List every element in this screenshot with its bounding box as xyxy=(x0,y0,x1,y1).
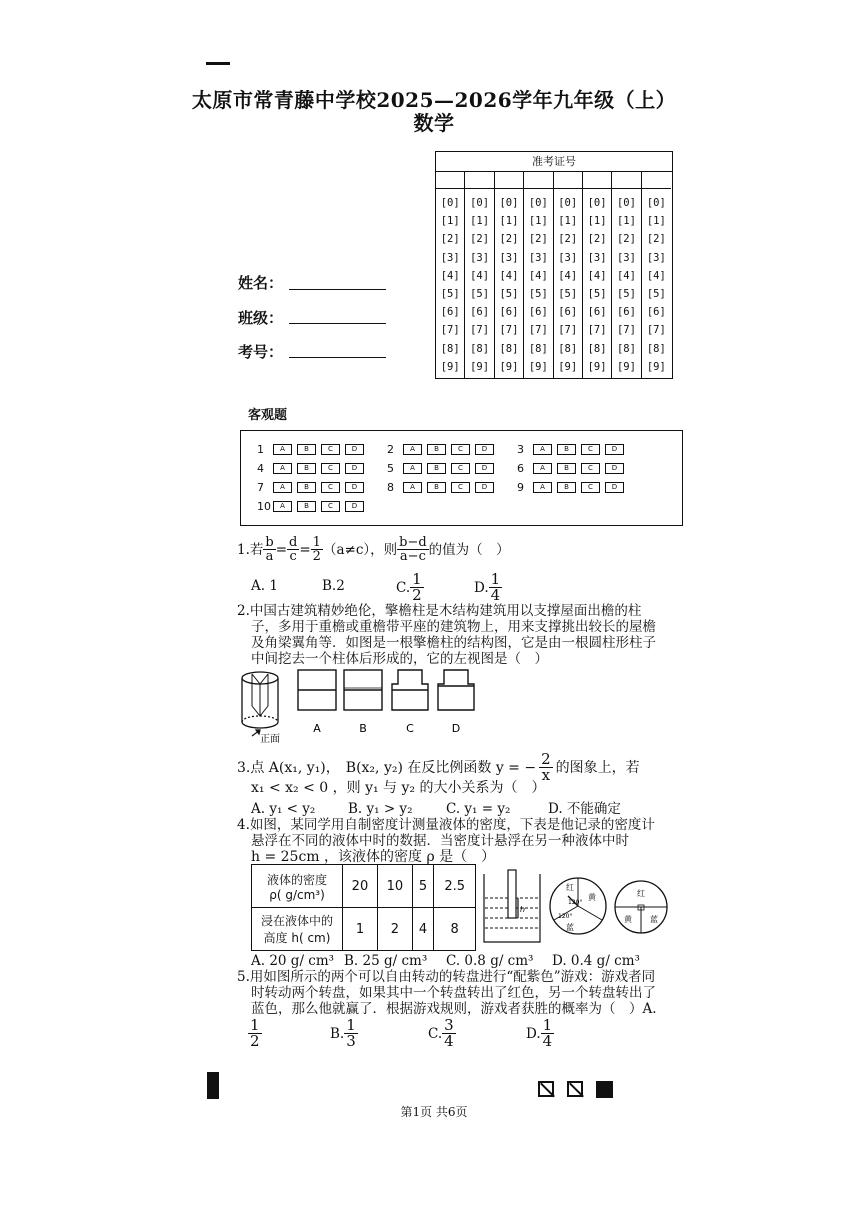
front-arrow-icon xyxy=(252,730,260,736)
admission-digit-bubble[interactable]: [7] xyxy=(499,324,519,337)
admission-digit-bubble[interactable]: [2] xyxy=(499,233,519,246)
admission-digit-bubble[interactable]: [9] xyxy=(470,360,490,373)
q4-line2: 悬浮在不同的液体中时的数据．当密度计悬浮在另一种液体中时 xyxy=(251,833,629,849)
q2-line4: 中间挖去一个柱体后形成的，它的左视图是（ ） xyxy=(251,651,548,667)
answer-bubble[interactable]: A xyxy=(273,501,292,512)
admission-digit-bubble[interactable]: [5] xyxy=(646,288,666,300)
answer-bubble[interactable]: B xyxy=(297,482,316,493)
q1-option-c: C. $\frac{1}{2}$ xyxy=(396,570,422,604)
admission-write-box[interactable] xyxy=(554,171,582,189)
admission-digit-bubble[interactable]: [4] xyxy=(558,269,578,282)
answer-bubble[interactable]: A xyxy=(273,444,292,455)
admission-write-box[interactable] xyxy=(465,171,493,189)
question-number: 7 xyxy=(257,481,264,494)
q3-option-c: C. y₁ = y₂ xyxy=(446,801,511,817)
spinner1-red: 红 xyxy=(566,883,574,892)
spinner2-blue: 蓝 xyxy=(650,915,658,924)
answer-bubble[interactable]: A xyxy=(403,482,422,493)
q4-option-a: A. 20 g/ cm³ xyxy=(251,953,335,969)
height-cell: 8 xyxy=(434,908,476,951)
exam-no-field[interactable] xyxy=(289,356,386,358)
question-number: 1 xyxy=(257,443,264,456)
admission-write-box[interactable] xyxy=(583,171,611,189)
admission-digit-bubble[interactable]: [0] xyxy=(499,197,519,209)
admission-digit-bubble[interactable]: [1] xyxy=(470,215,490,228)
answer-bubble[interactable]: B xyxy=(557,444,576,455)
page-marker-square xyxy=(538,1081,554,1097)
admission-digit-bubble[interactable]: [5] xyxy=(470,288,490,300)
admission-column xyxy=(583,171,612,378)
admission-digit-bubble[interactable]: [8] xyxy=(646,342,666,355)
admission-write-box[interactable] xyxy=(612,171,640,189)
answer-bubble[interactable]: D xyxy=(345,482,364,493)
admission-digit-bubble[interactable]: [6] xyxy=(616,306,636,319)
q1-prefix: 1.若 xyxy=(237,541,264,558)
admission-number-grid xyxy=(435,151,673,379)
height-cell: 2 xyxy=(377,908,412,951)
admission-digit-bubble[interactable]: [3] xyxy=(558,251,578,264)
admission-digit-bubble[interactable]: [5] xyxy=(558,288,578,300)
answer-bubble[interactable]: B xyxy=(557,463,576,474)
question-number: 6 xyxy=(517,462,524,475)
q1-option-a: A. 1 xyxy=(251,578,278,594)
svg-text:h: h xyxy=(520,905,526,914)
admission-digit-bubble[interactable]: [7] xyxy=(440,324,460,337)
admission-digit-bubble[interactable]: [2] xyxy=(587,233,607,246)
admission-digit-bubble[interactable]: [6] xyxy=(558,306,578,319)
column-3d-figure xyxy=(242,672,278,728)
admission-column xyxy=(495,171,524,378)
question-number: 8 xyxy=(387,481,394,494)
q2-view-c xyxy=(392,670,428,710)
answer-bubble[interactable]: D xyxy=(605,444,624,455)
answer-bubble[interactable]: B xyxy=(427,444,446,455)
q4-line3: h = 25cm ，该液体的密度 ρ 是（ ） xyxy=(251,849,496,865)
admission-digit-bubble[interactable]: [6] xyxy=(528,306,548,319)
q2-figure xyxy=(232,664,492,746)
admission-digit-bubble[interactable]: [4] xyxy=(499,269,519,282)
positioning-mark xyxy=(207,1072,219,1099)
admission-digit-bubble[interactable]: [1] xyxy=(587,215,607,228)
q5-line1: 5.用如图所示的两个可以自由转动的转盘进行“配紫色”游戏：游戏者同 xyxy=(237,969,656,985)
admission-digit-bubble[interactable]: [9] xyxy=(499,360,519,373)
admission-digit-bubble[interactable]: [2] xyxy=(558,233,578,246)
spinner1-yellow: 黄 xyxy=(588,893,596,902)
answer-bubble[interactable]: D xyxy=(605,463,624,474)
admission-digit-bubble[interactable]: [8] xyxy=(558,342,578,355)
question-number: 9 xyxy=(517,481,524,494)
admission-digit-bubble[interactable]: [3] xyxy=(587,251,607,264)
admission-digit-bubble[interactable]: [0] xyxy=(558,197,578,209)
height-header: 浸在液体中的 xyxy=(260,914,333,928)
page-marker-filled xyxy=(596,1081,613,1098)
admission-title: 准考证号 xyxy=(436,152,672,172)
admission-column xyxy=(612,171,641,378)
q1-option-b: B.2 xyxy=(322,578,345,594)
q2-line2: 子，多用于重檐或重檐带平座的建筑物上，用来支撑挑出较长的屋檐 xyxy=(251,619,656,635)
admission-digit-bubble[interactable]: [9] xyxy=(616,360,636,373)
admission-digit-bubble[interactable]: [1] xyxy=(616,215,636,228)
admission-digit-bubble[interactable]: [8] xyxy=(528,342,548,355)
admission-digit-bubble[interactable]: [7] xyxy=(646,324,666,337)
admission-digit-bubble[interactable]: [3] xyxy=(440,251,460,264)
admission-digit-bubble[interactable]: [9] xyxy=(528,360,548,373)
admission-digit-bubble[interactable]: [7] xyxy=(558,324,578,337)
q5-option-b: B. $\frac{1}{3}$ xyxy=(330,1016,356,1050)
admission-digit-bubble[interactable]: [8] xyxy=(440,342,460,355)
admission-digit-bubble[interactable]: [3] xyxy=(470,251,490,264)
q1-frac-b-a: $\frac{b}{a}$ xyxy=(265,535,274,564)
objective-question-row xyxy=(387,462,499,475)
admission-write-box[interactable] xyxy=(495,171,523,189)
q3-option-d: D. 不能确定 xyxy=(548,801,621,817)
admission-digit-bubble[interactable]: [1] xyxy=(528,215,548,228)
answer-bubble[interactable]: B xyxy=(297,501,316,512)
hydrometer-beaker-figure xyxy=(482,868,542,946)
exam-title: 太原市常青藤中学校2025—2026学年九年级（上） xyxy=(191,88,677,112)
density-cell: 10 xyxy=(377,865,412,908)
admission-digit-bubble[interactable]: [0] xyxy=(616,197,636,209)
objective-question-row xyxy=(387,443,499,456)
admission-column xyxy=(554,171,583,378)
answer-bubble[interactable]: A xyxy=(533,482,552,493)
q2-view-a xyxy=(298,670,336,710)
answer-bubble[interactable]: C xyxy=(451,444,470,455)
answer-sheet xyxy=(240,430,683,526)
spinner2-yellow: 黄 xyxy=(624,915,632,924)
admission-digit-bubble[interactable]: [9] xyxy=(558,360,578,373)
admission-write-box[interactable] xyxy=(642,171,671,189)
name-label: 姓名： xyxy=(238,274,284,292)
answer-bubble[interactable]: A xyxy=(403,463,422,474)
objective-question-row xyxy=(257,481,369,494)
admission-column xyxy=(642,171,671,378)
objective-title: 客观题 xyxy=(248,408,288,423)
answer-bubble[interactable]: C xyxy=(451,463,470,474)
admission-digit-bubble[interactable]: [4] xyxy=(440,269,460,282)
objective-question-row xyxy=(517,462,629,475)
spinner2-red: 红 xyxy=(637,889,645,898)
admission-digit-bubble[interactable]: [2] xyxy=(528,233,548,246)
admission-digit-bubble[interactable]: [5] xyxy=(440,288,460,300)
q1-frac-target: $\frac{b-d}{a-c}$ xyxy=(399,535,427,564)
q5-option-a: $\frac{1}{2}$ xyxy=(250,1016,260,1050)
answer-bubble[interactable]: C xyxy=(321,463,340,474)
admission-digit-bubble[interactable]: [3] xyxy=(646,251,666,264)
spinner-1 xyxy=(548,874,608,940)
admission-digit-bubble[interactable]: [9] xyxy=(440,360,460,373)
admission-digit-bubble[interactable]: [6] xyxy=(470,306,490,319)
subject-title: 数学 xyxy=(413,111,455,135)
admission-digit-bubble[interactable]: [4] xyxy=(587,269,607,282)
spinner1-angle1: 120° xyxy=(568,899,583,906)
q2-line1: 2.中国古建筑精妙绝伦，擎檐柱是木结构建筑用以支撑屋面出檐的柱 xyxy=(237,603,642,619)
admission-digit-bubble[interactable]: [3] xyxy=(499,251,519,264)
admission-digit-bubble[interactable]: [0] xyxy=(587,197,607,209)
answer-bubble[interactable]: A xyxy=(273,463,292,474)
admission-column xyxy=(524,171,553,378)
admission-digit-bubble[interactable]: [9] xyxy=(587,360,607,373)
admission-digit-bubble[interactable]: [7] xyxy=(616,324,636,337)
admission-digit-bubble[interactable]: [8] xyxy=(616,342,636,355)
front-label: 正面 xyxy=(260,734,280,745)
q5-option-d: D. $\frac{1}{4}$ xyxy=(526,1016,553,1050)
answer-bubble[interactable]: A xyxy=(533,444,552,455)
height-cell: 1 xyxy=(343,908,378,951)
q1-option-d: D. $\frac{1}{4}$ xyxy=(474,570,501,604)
spinner1-blue: 蓝 xyxy=(566,923,574,932)
answer-bubble[interactable]: C xyxy=(581,482,600,493)
q3-option-b: B. y₁ > y₂ xyxy=(348,801,413,817)
answer-bubble[interactable]: A xyxy=(403,444,422,455)
admission-write-box[interactable] xyxy=(524,171,552,189)
admission-digit-bubble[interactable]: [6] xyxy=(587,306,607,319)
admission-digit-bubble[interactable]: [7] xyxy=(587,324,607,337)
q2-line3: 及角梁翼角等．如图是一根擎檐柱的结构图，它是由一根圆柱形柱子 xyxy=(251,635,656,651)
objective-question-row xyxy=(517,443,629,456)
corner-mark xyxy=(206,62,230,65)
density-cell: 20 xyxy=(343,865,378,908)
admission-digit-bubble[interactable]: [4] xyxy=(616,269,636,282)
objective-question-row xyxy=(257,500,369,513)
answer-bubble[interactable]: D xyxy=(475,444,494,455)
admission-digit-bubble[interactable]: [4] xyxy=(646,269,666,282)
answer-bubble[interactable]: B xyxy=(427,482,446,493)
objective-question-row xyxy=(257,462,369,475)
answer-bubble[interactable]: C xyxy=(581,463,600,474)
answer-bubble[interactable]: D xyxy=(345,444,364,455)
admission-write-box[interactable] xyxy=(436,171,464,189)
admission-digit-bubble[interactable]: [4] xyxy=(470,269,490,282)
admission-digit-bubble[interactable]: [2] xyxy=(470,233,490,246)
name-field[interactable] xyxy=(289,288,386,290)
admission-digit-bubble[interactable]: [0] xyxy=(528,197,548,209)
q2-view-d xyxy=(438,670,474,710)
answer-bubble[interactable]: D xyxy=(345,463,364,474)
exam-no-label: 考号： xyxy=(238,343,284,361)
answer-bubble[interactable]: C xyxy=(581,444,600,455)
admission-digit-bubble[interactable]: [2] xyxy=(616,233,636,246)
density-unit: ρ( g/cm³) xyxy=(269,887,325,902)
q5-line3: 蓝色，那么他就赢了．根据游戏规则，游戏者获胜的概率为（ ）A. xyxy=(251,1001,657,1017)
question-1: 1.若 $\frac{b}{a}$ = $\frac{d}{c}$ = $\frac{1}{2}$ （a≠c），则 $\frac{b-d}{a-c}$ 的值为（ ） xyxy=(237,535,510,564)
height-cell: 4 xyxy=(412,908,434,951)
admission-digit-bubble[interactable]: [7] xyxy=(528,324,548,337)
q3-line1: 3.点 A(x₁, y₁)， B(x₂, y₂) 在反比例函数 y = − $\frac{2}{x}$ 的图象上，若 xyxy=(237,750,640,784)
answer-bubble[interactable]: C xyxy=(451,482,470,493)
answer-bubble[interactable]: D xyxy=(605,482,624,493)
answer-bubble[interactable]: B xyxy=(297,463,316,474)
class-field[interactable] xyxy=(289,322,386,324)
answer-bubble[interactable]: D xyxy=(475,482,494,493)
q4-line1: 4.如图，某同学用自制密度计测量液体的密度，下表是他记录的密度计 xyxy=(237,817,655,833)
question-number: 2 xyxy=(387,443,394,456)
question-number: 4 xyxy=(257,462,264,475)
admission-digit-bubble[interactable]: [5] xyxy=(528,288,548,300)
answer-bubble[interactable]: A xyxy=(273,482,292,493)
density-header: 液体的密度 xyxy=(266,872,327,887)
q3-line2: x₁ < x₂ < 0 ，则 y₁ 与 y₂ 的大小关系为（ ） xyxy=(251,780,546,796)
admission-digit-bubble[interactable]: [0] xyxy=(440,197,460,209)
q2-label-c: C xyxy=(406,722,414,735)
q3-option-a: A. y₁ < y₂ xyxy=(251,801,316,817)
page-marker-square xyxy=(567,1081,583,1097)
admission-digit-bubble[interactable]: [9] xyxy=(646,360,666,373)
admission-column xyxy=(465,171,494,378)
answer-bubble[interactable]: B xyxy=(297,444,316,455)
admission-digit-bubble[interactable]: [5] xyxy=(587,288,607,300)
admission-digit-bubble[interactable]: [1] xyxy=(440,215,460,228)
admission-digit-bubble[interactable]: [1] xyxy=(558,215,578,228)
admission-digit-bubble[interactable]: [7] xyxy=(470,324,490,337)
admission-digit-bubble[interactable]: [2] xyxy=(440,233,460,246)
admission-digit-bubble[interactable]: [5] xyxy=(499,288,519,300)
q2-label-a: A xyxy=(313,722,321,735)
admission-digit-bubble[interactable]: [0] xyxy=(646,197,666,209)
admission-digit-bubble[interactable]: [5] xyxy=(616,288,636,300)
question-number: 5 xyxy=(387,462,394,475)
height-unit: 高度 h( cm) xyxy=(263,931,331,945)
question-number: 10 xyxy=(257,500,271,513)
admission-digit-bubble[interactable]: [8] xyxy=(587,342,607,355)
admission-digit-bubble[interactable]: [4] xyxy=(528,269,548,282)
spinner1-angle2: 120° xyxy=(558,913,573,920)
admission-digit-bubble[interactable]: [3] xyxy=(528,251,548,264)
admission-digit-bubble[interactable]: [6] xyxy=(440,306,460,319)
q1-frac-half: $\frac{1}{2}$ xyxy=(312,535,321,564)
admission-digit-bubble[interactable]: [1] xyxy=(646,215,666,228)
answer-bubble[interactable]: D xyxy=(475,463,494,474)
answer-bubble[interactable]: A xyxy=(533,463,552,474)
objective-question-row xyxy=(257,443,369,456)
admission-digit-bubble[interactable]: [6] xyxy=(646,306,666,319)
admission-digit-bubble[interactable]: [3] xyxy=(616,251,636,264)
objective-question-row xyxy=(517,481,629,494)
q2-label-b: B xyxy=(359,722,367,735)
admission-digit-bubble[interactable]: [2] xyxy=(646,233,666,246)
answer-bubble[interactable]: C xyxy=(321,482,340,493)
question-number: 3 xyxy=(517,443,524,456)
admission-digit-bubble[interactable]: [1] xyxy=(499,215,519,228)
answer-bubble[interactable]: C xyxy=(321,501,340,512)
answer-bubble[interactable]: D xyxy=(345,501,364,512)
q4-option-d: D. 0.4 g/ cm³ xyxy=(552,953,640,969)
q5-line2: 时转动两个转盘，如果其中一个转盘转出了红色，另一个转盘转出了 xyxy=(251,985,656,1001)
answer-bubble[interactable]: C xyxy=(321,444,340,455)
density-cell: 2.5 xyxy=(434,865,476,908)
q4-option-c: C. 0.8 g/ cm³ xyxy=(446,953,534,969)
q5-option-c: C. $\frac{3}{4}$ xyxy=(428,1016,454,1050)
objective-question-row xyxy=(387,481,499,494)
class-label: 班级： xyxy=(238,309,284,327)
answer-bubble[interactable]: B xyxy=(427,463,446,474)
admission-digit-bubble[interactable]: [8] xyxy=(499,342,519,355)
answer-bubble[interactable]: B xyxy=(557,482,576,493)
q2-view-b xyxy=(344,670,382,710)
spinner-2 xyxy=(612,876,670,940)
admission-column xyxy=(436,171,465,378)
admission-digit-bubble[interactable]: [6] xyxy=(499,306,519,319)
q1-frac-d-c: $\frac{d}{c}$ xyxy=(289,535,298,564)
density-table xyxy=(251,864,476,951)
page-number: 第1页 共6页 xyxy=(400,1105,468,1119)
density-cell: 5 xyxy=(412,865,434,908)
q2-label-d: D xyxy=(451,722,461,735)
admission-digit-bubble[interactable]: [0] xyxy=(470,197,490,209)
admission-digit-bubble[interactable]: [8] xyxy=(470,342,490,355)
q4-option-b: B. 25 g/ cm³ xyxy=(344,953,428,969)
